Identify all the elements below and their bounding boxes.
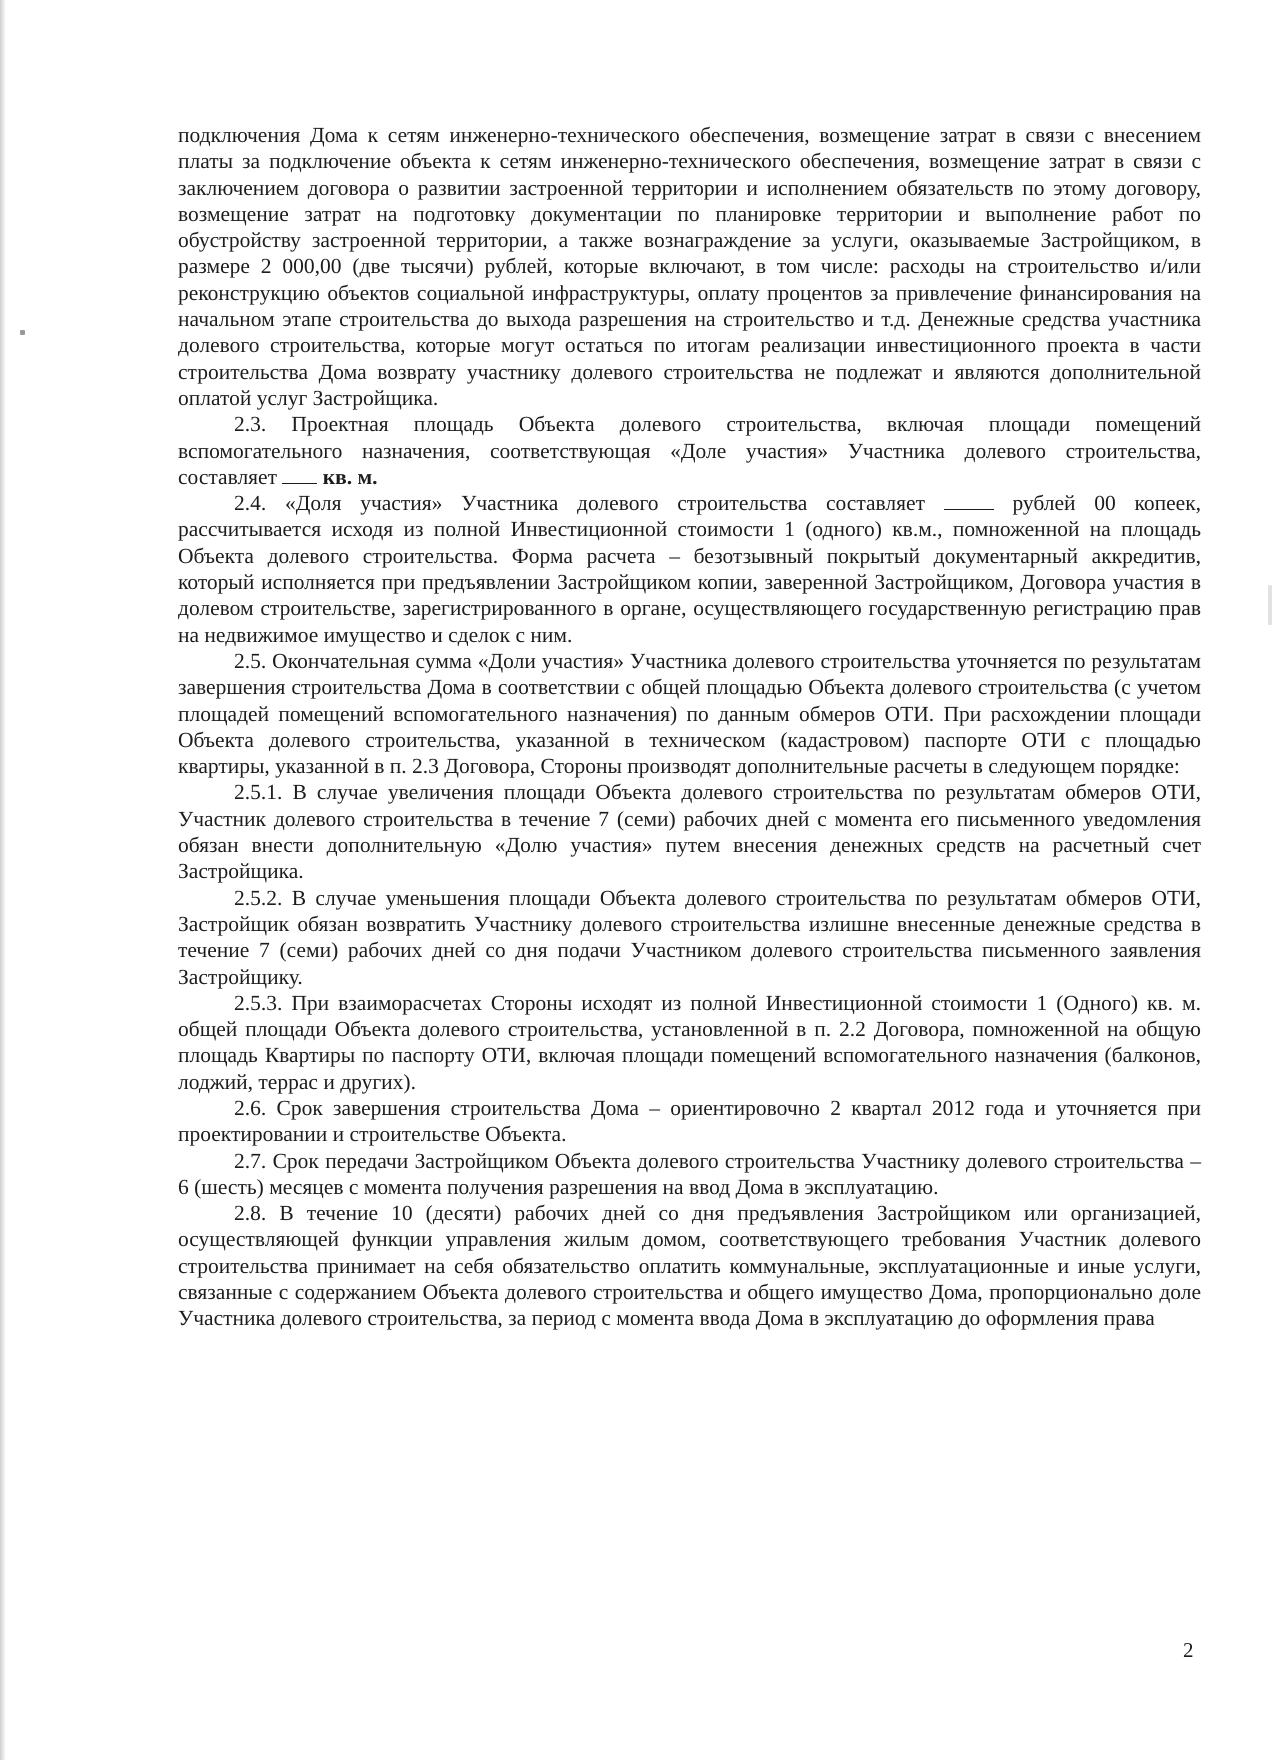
paragraph-2-4-text-after: рублей 00 копеек, рассчитывается исходя из полной Инвестиционной стоимости 1 (одного) кв.м., помноженной на площадь Объекта долевого строительства. Форма расчета – безотзывный покрытый документарный аккредитив, который исполняется при предъявлении Застройщиком копии, заверенной Застройщиком, Договора участия в долевом строительстве, зарегистрированного в органе, осуществляющего государственную регистрацию прав на недвижимое имущество и сделок с ним.: [178, 491, 1202, 647]
paragraph-2-4: [178, 490, 1201, 648]
paragraph-2-4-text-before: 2.4. «Доля участия» Участника долевого строительства составляет: [234, 491, 925, 516]
paragraph-2-5-3: 2.5.3. При взаиморасчетах Стороны исходят из полной Инвестиционной стоимости 1 (Одного) кв. м. общей площади Объекта долевого строительства, установленной в п. 2.2 Договора, помноженной на общую площадь Квартиры по паспорту ОТИ, включая площади помещений вспомогательного назначения (балконов, лоджий, террас и других).: [178, 990, 1201, 1094]
page-number: 2: [1183, 1638, 1194, 1662]
blank-amount-field: [944, 491, 994, 510]
scan-speck: [20, 330, 25, 335]
paragraph-2-3: [178, 411, 1201, 490]
scan-edge-shadow: [0, 0, 6, 1760]
scan-speck: [1268, 585, 1272, 625]
blank-area-field: [282, 465, 317, 484]
area-unit: кв. м.: [322, 464, 378, 489]
paragraph-2-6: 2.6. Срок завершения строительства Дома – ориентировочно 2 квартал 2012 года и уточняется при проектировании и строительстве Объекта.: [178, 1095, 1201, 1147]
paragraph-2-7: 2.7. Срок передачи Застройщиком Объекта долевого строительства Участнику долевого строительства – 6 (шесть) месяцев с момента получения разрешения на ввод Дома в эксплуатацию.: [178, 1148, 1201, 1199]
paragraph-2-3-text: 2.3. Проектная площадь Объекта долевого строительства, включая площади помещений вспомогательного назначения, соответствующая «Доле участия» Участника долевого строительства, составляет: [178, 412, 1201, 489]
paragraph-2-5-1: 2.5.1. В случае увеличения площади Объекта долевого строительства по результатам обмеров ОТИ, Участник долевого строительства в течение 7 (семи) рабочих дней с момента его письменного уведомления обязан внести дополнительную «Долю участия» путем внесения денежных средств на расчетный счет Застройщика.: [178, 780, 1201, 884]
paragraph-2-5: 2.5. Окончательная сумма «Доли участия» Участника долевого строительства уточняется по результатам завершения строительства Дома в соответствии с общей площадью Объекта долевого строительства (с учетом площадей помещений вспомогательного назначения) по данным обмеров ОТИ. При расхождении площади Объекта долевого строительства, указанной в техническом (кадастровом) паспорте ОТИ с площадью квартиры, указанной в п. 2.3 Договора, Стороны производят дополнительные расчеты в следующем порядке:: [178, 648, 1201, 779]
paragraph-continuation: подключения Дома к сетям инженерно-технического обеспечения, возмещение затрат в связи с внесением платы за подключение объекта к сетям инженерно-технического обеспечения, возмещение затрат в связи с заключением договора о развитии застроенной территории и исполнением обязательств по этому договору, возмещение затрат на подготовку документации по планировке территории и выполнение работ по обустройству застроенной территории, а также вознаграждение за услуги, оказываемые Застройщиком, в размере 2 000,00 (две тысячи) рублей, которые включают, в том числе: расходы на строительство и/или реконструкцию объектов социальной инфраструктуры, оплату процентов за привлечение финансирования на начальном этапе строительства до выхода разрешения на строительство и т.д. Денежные средства участника долевого строительства, которые могут остаться по итогам реализации инвестиционного проекта в части строительства Дома возврату участнику долевого строительства не подлежат и являются дополнительной оплатой услуг Застройщика.: [178, 123, 1201, 410]
paragraph-2-8: 2.8. В течение 10 (десяти) рабочих дней со дня предъявления Застройщиком или организацией, осуществляющей функции управления жилым домом, соответствующего требования Участник долевого строительства принимает на себя обязательство оплатить коммунальные, эксплуатационные и иные услуги, связанные с содержанием Объекта долевого строительства и общего имущество Дома, пропорционально доле Участника долевого строительства, за период с момента ввода Дома в эксплуатацию до оформления права: [178, 1201, 1201, 1331]
document-body: [178, 122, 1201, 1332]
paragraph-2-5-2: 2.5.2. В случае уменьшения площади Объекта долевого строительства по результатам обмеров ОТИ, Застройщик обязан возвратить Участнику долевого строительства излишне внесенные денежные средства в течение 7 (семи) рабочих дней со дня подачи Участником долевого строительства письменного заявления Застройщику.: [178, 885, 1201, 989]
